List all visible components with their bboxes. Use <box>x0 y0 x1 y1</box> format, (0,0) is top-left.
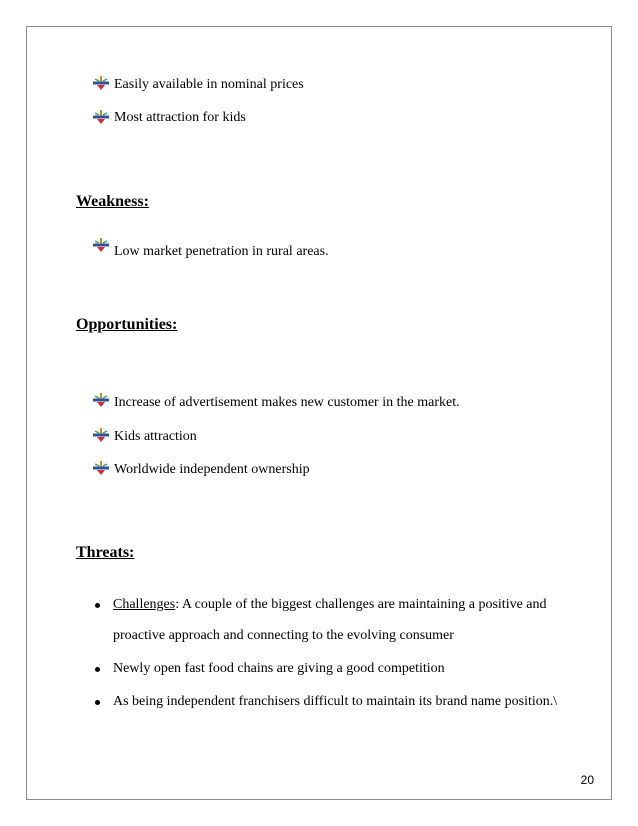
strength-item: Easily available in nominal prices <box>114 77 304 92</box>
weakness-heading: Weakness: <box>76 193 149 210</box>
threat-item <box>113 597 547 613</box>
page-number: 20 <box>580 773 594 787</box>
bullet-arrow-icon <box>93 428 109 442</box>
bullet-arrow-icon <box>93 110 109 124</box>
opportunity-item: Worldwide independent ownership <box>114 462 310 477</box>
weakness-item: Low market penetration in rural areas. <box>114 244 329 259</box>
threat-item-text: : A couple of the biggest challenges are maintaining a positive and <box>175 597 547 612</box>
bullet-arrow-icon <box>93 393 109 407</box>
bullet-dot <box>95 700 100 705</box>
opportunity-item: Increase of advertisement makes new customer in the market. <box>114 395 460 410</box>
strength-item: Most attraction for kids <box>114 110 246 125</box>
bullet-arrow-icon <box>93 76 109 90</box>
threat-item: As being independent franchisers difficult to maintain its brand name position.\ <box>113 694 558 709</box>
bullet-dot <box>95 603 100 608</box>
opportunity-item: Kids attraction <box>114 429 197 444</box>
bullet-dot <box>95 667 100 672</box>
challenges-term: Challenges <box>113 597 176 612</box>
threat-item-continuation: proactive approach and connecting to the evolving consumer <box>113 628 454 643</box>
threat-item: Newly open fast food chains are giving a good competition <box>113 661 445 676</box>
bullet-arrow-icon <box>93 461 109 475</box>
page-border <box>26 26 612 800</box>
threats-heading: Threats: <box>76 544 135 561</box>
opportunities-heading: Opportunities: <box>76 316 178 333</box>
bullet-arrow-icon <box>93 238 109 252</box>
